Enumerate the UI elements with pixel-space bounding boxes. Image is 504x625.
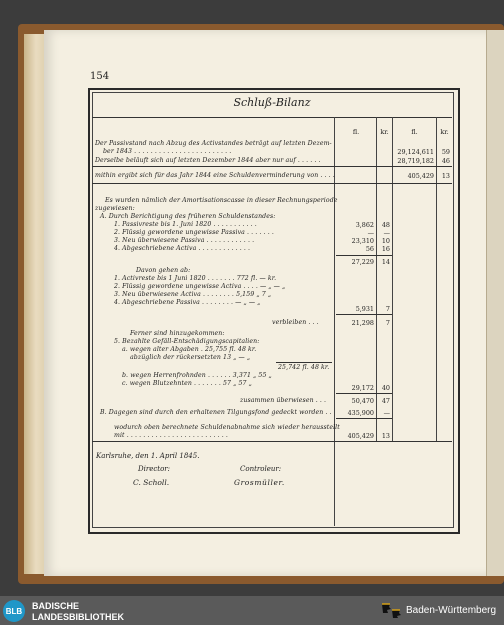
text-line: 1. Activreste bis 1 Juni 1820 . . . . . . . 772 fl. — kr. <box>114 275 277 282</box>
director-name: C. Scholl. <box>133 478 170 487</box>
controller-name: Grosmüller. <box>234 478 285 487</box>
value-kr: — <box>383 409 390 417</box>
text-line: mithin ergibt sich für das Jahr 1844 eine Schuldenverminderung von . . . . <box>95 172 335 179</box>
text-line: zusammen überwiesen . . . <box>240 397 327 404</box>
value-kr: 13 <box>441 172 450 180</box>
text-line: 2. Flüssig gewordene ungewisse Passiva . . . . . . . <box>114 229 274 236</box>
value-fl: 28,719,182 <box>397 157 434 165</box>
blb-logo[interactable]: BLB <box>3 600 25 622</box>
value-fl: 29,124,611 <box>397 148 434 156</box>
value-fl: 5,931 <box>355 305 374 313</box>
value-fl: — <box>367 229 374 237</box>
sum-rule <box>336 255 392 256</box>
text-line: 5. Bezahlte Gefäll-Entschädigungscapitalien: <box>114 338 260 345</box>
value-kr: 59 <box>441 148 450 156</box>
text-line: Davon gehen ab: <box>136 267 191 274</box>
text-line: Derselbe beläuft sich auf letzten Dezember 1844 aber nur auf . . . . . . <box>95 157 321 164</box>
next-page-edge <box>486 30 504 576</box>
value-fl: 405,429 <box>347 432 374 440</box>
text-line: verbleiben . . . <box>272 319 319 326</box>
blb-name-line2: LANDESBIBLIOTHEK <box>32 612 124 622</box>
value-kr: 13 <box>381 432 390 440</box>
blb-name-line1: BADISCHE <box>32 601 80 611</box>
text-line: 3. Neu überwiesene Activa . . . . . . . . 5,159 „ 7 „ <box>114 291 272 298</box>
sum-rule <box>336 393 392 394</box>
value-kr: 7 <box>385 319 390 327</box>
value-fl: 56 <box>365 245 374 253</box>
text-line: b. wegen Herrenfrohnden . . . . . . 3,371 „ 55 „ <box>122 372 272 379</box>
blb-name[interactable] <box>32 601 124 623</box>
text-line: c. wegen Blutzehnten . . . . . . . 57 „ 57 „ <box>122 380 252 387</box>
value-kr: 14 <box>381 258 390 266</box>
sum-rule <box>336 314 392 315</box>
controller-label: Controleur: <box>240 465 282 473</box>
baden-wuerttemberg-label[interactable]: Baden-Württemberg <box>406 605 497 616</box>
value-fl: 29,172 <box>351 384 374 392</box>
value-fl: 435,900 <box>347 409 374 417</box>
sum-rule <box>336 418 392 419</box>
header-kr: kr. <box>380 128 389 136</box>
value-fl: 405,429 <box>407 172 434 180</box>
text-line: 4. Abgeschriebene Passiva . . . . . . . . — „ — „ <box>114 299 261 306</box>
text-line: Es wurden nämlich der Amortisationscasse in dieser Rechnungsperiode <box>105 197 338 204</box>
value-fl: 21,298 <box>351 319 374 327</box>
text-line: 3. Neu überwiesene Passiva . . . . . . . . . . . . <box>114 237 255 244</box>
value-kr: 7 <box>385 305 390 313</box>
header-kr: kr. <box>440 128 449 136</box>
value-kr: — <box>383 229 390 237</box>
header-fl: fl. <box>411 128 418 136</box>
value-kr: 46 <box>441 157 450 165</box>
text-line: a. wegen alter Abgaben . 25,755 fl. 48 kr. <box>122 346 257 353</box>
text-line: zugewiesen: <box>95 205 135 212</box>
text-line: ber 1843 . . . . . . . . . . . . . . . . . . . . . . . . <box>103 148 232 155</box>
value-kr: 10 <box>381 237 390 245</box>
value-kr: 16 <box>381 245 390 253</box>
text-line: 4. Abgeschriebene Activa . . . . . . . . . . . . . <box>114 245 251 252</box>
table-title: Schluß-Bilanz <box>233 96 311 109</box>
value-kr: 40 <box>381 384 390 392</box>
sum-rule <box>276 362 332 363</box>
value-kr: 48 <box>381 221 390 229</box>
text-line: 2. Flüssig gewordene ungewisse Activa . . . . — „ — „ <box>114 283 286 290</box>
text-line: wodurch oben berechnete Schuldenabnahme sich wieder herausstellt <box>114 424 340 431</box>
text-line: Der Passivstand nach Abzug des Activstandes beträgt auf letzten Dezem- <box>95 140 332 147</box>
text-line: A. Durch Berichtigung des früheren Schuldenstandes: <box>100 213 276 220</box>
text-line: 25,742 fl. 48 kr. <box>278 364 330 371</box>
text-line: Ferner sind hinzugekommen: <box>130 330 225 337</box>
text-line: abzüglich der rückersetzten 13 „ — „ <box>130 354 251 361</box>
section-rule <box>92 166 452 167</box>
place-date: Karlsruhe, den 1. April 1845. <box>96 452 200 460</box>
title-rule <box>92 117 452 118</box>
text-line: mit . . . . . . . . . . . . . . . . . . . . . . . . . <box>114 432 228 439</box>
value-fl: 23,310 <box>351 237 374 245</box>
value-fl: 50,470 <box>351 397 374 405</box>
baden-wuerttemberg-lions-icon <box>380 601 402 619</box>
header-fl: fl. <box>352 128 360 136</box>
value-fl: 27,229 <box>351 258 374 266</box>
text-line: 1. Passivreste bis 1. Juni 1820 . . . . . . . . . . . <box>114 221 257 228</box>
page-number: 154 <box>90 71 110 82</box>
value-kr: 47 <box>381 397 390 405</box>
text-line: B. Dagegen sind durch den erhaltenen Tilgungsfond gedeckt worden . . <box>100 409 332 416</box>
section-rule <box>92 183 452 184</box>
value-fl: 3,862 <box>355 221 374 229</box>
director-label: Director: <box>138 465 170 473</box>
table-bottom-rule <box>92 441 452 442</box>
